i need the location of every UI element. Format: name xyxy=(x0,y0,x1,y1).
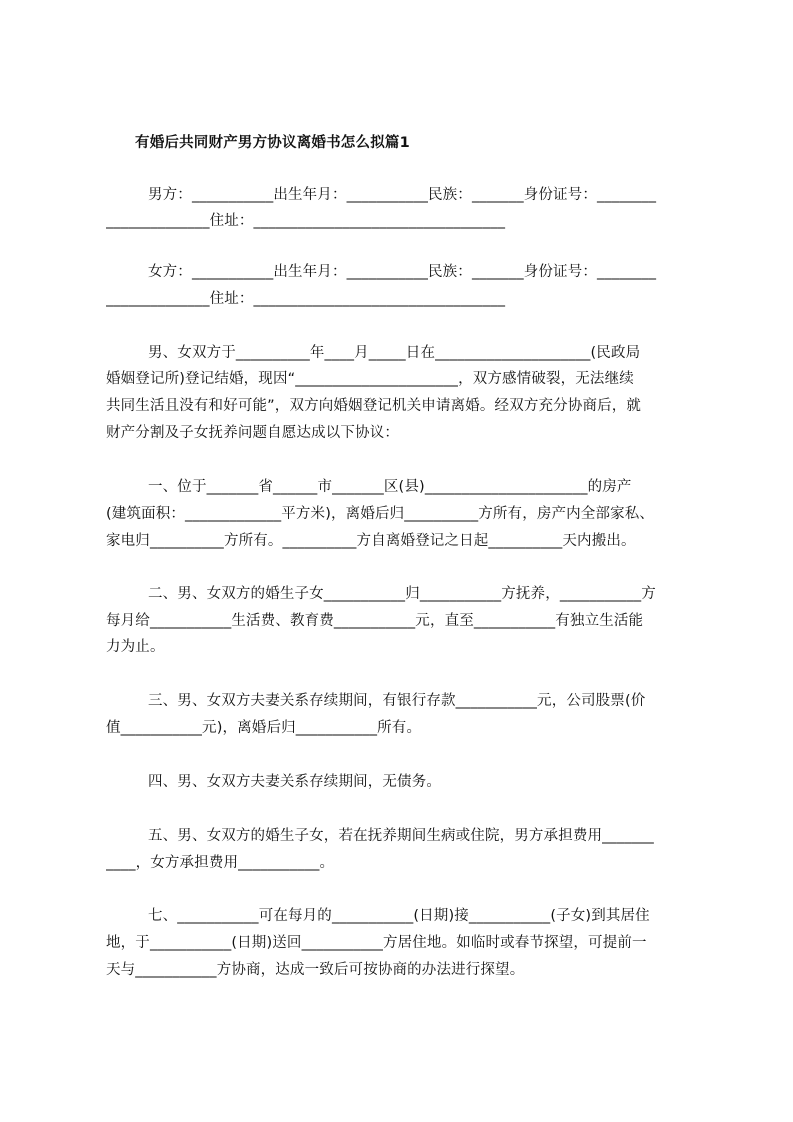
clause-3-line-1: 三、男、女双方夫妻关系存续期间，有银行存款___________元，公司股票(价 xyxy=(148,693,646,709)
clause-4-line-1: 四、男、女双方夫妻关系存续期间，无债务。 xyxy=(148,774,441,790)
clause-2-line-3: 力为止。 xyxy=(106,639,165,655)
clause-1-line-3: 家电归__________方所有。__________方自离婚登记之日起__________天内搬出。 xyxy=(106,533,636,549)
clause-5-line-2: ____，女方承担费用___________。 xyxy=(106,855,335,871)
preamble-line-1: 男、女双方于__________年____月_____日在_____________________(民政局 xyxy=(148,345,641,361)
clause-7-line-1: 七、___________可在每月的___________(日期)接___________(子女)到其居住 xyxy=(148,908,650,924)
clause-7-line-2: 地，于___________(日期)送回___________方居住地。如临时或春节探望，可提前一 xyxy=(106,935,647,951)
preamble-line-3: 共同生活且没有和好可能”，双方向婚姻登记机关申请离婚。经双方充分协商后，就 xyxy=(106,398,642,414)
clause-5-line-1: 五、男、女双方的婚生子女，若在抚养期间生病或住院，男方承担费用_______ xyxy=(148,828,654,844)
female-party-line-1: 女方：___________出生年月：___________民族：_______身份证号：________ xyxy=(148,264,657,280)
clause-2-line-1: 二、男、女双方的婚生子女___________归___________方抚养，___________方 xyxy=(148,586,656,602)
clause-1-line-2: (建筑面积：_____________平方米)，离婚后归__________方所有，房产内全部家私、 xyxy=(106,506,655,522)
clause-1-line-1: 一、位于_______省______市_______区(县)______________________的房产 xyxy=(148,479,632,495)
male-party-line-1: 男方：___________出生年月：___________民族：_______身份证号：________ xyxy=(148,187,657,203)
clause-2-line-2: 每月给___________生活费、教育费___________元，直至___________有独立生活能 xyxy=(106,613,644,629)
female-party-line-2: ______________住址：__________________________________ xyxy=(106,291,506,307)
clause-3-line-2: 值___________元)，离婚后归___________所有。 xyxy=(106,720,422,736)
male-party-line-2: ______________住址：__________________________________ xyxy=(106,213,506,229)
document-title: 有婚后共同财产男方协议离婚书怎么拟篇1 xyxy=(135,135,410,151)
clause-7-line-3: 天与___________方协商，达成一致后可按协商的办法进行探望。 xyxy=(106,962,525,978)
preamble-line-4: 财产分割及子女抚养问题自愿达成以下协议： xyxy=(106,425,399,441)
preamble-line-2: 婚姻登记所)登记结婚，现因“______________________，双方感情破裂，无法继续 xyxy=(106,371,634,387)
